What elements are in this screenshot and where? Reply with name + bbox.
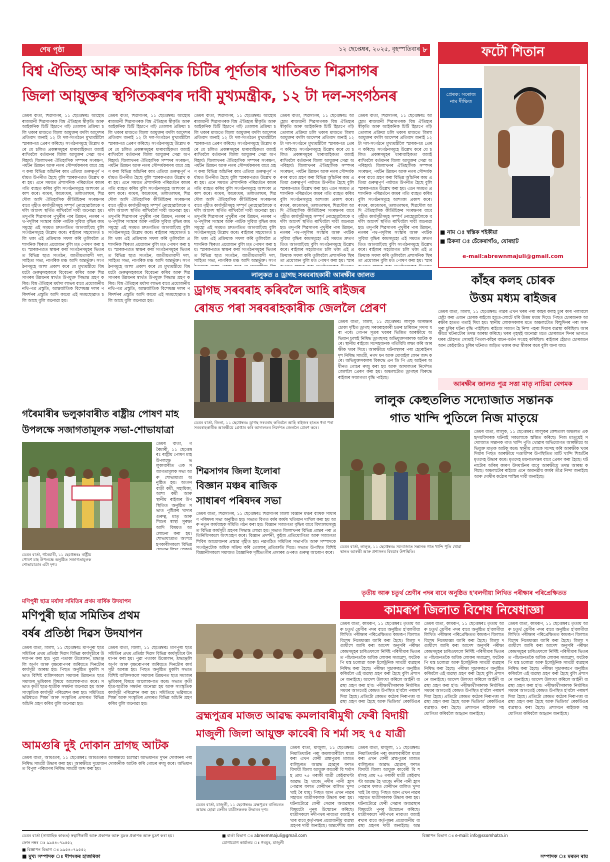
drugs-headline-line1: ড্ৰাগছ সৰবৰাহ কৰিবলৈ আহি ৰাইজৰ <box>194 283 366 297</box>
drugs-kicker: লালুকত ৪ ড্ৰাগছ সৰবৰাহকাৰী আৰক্ষীৰ জালত <box>251 271 375 279</box>
page-number: ৮ <box>420 44 430 56</box>
brahma-photo <box>196 746 286 800</box>
footer-mid-text2: যোগাযোগ কাৰ্যালয় ঃ গৰমুৰ, মাজুলী <box>222 840 284 845</box>
lead-body-col2: ডেমৰ বাৰ্তা, শিৱসাগৰ, ১১ ছেপ্তেম্বৰঃ আহোম ৰাজধানী শিৱসাগৰক বিশ্ব ঐতিহ্যৰ স্বীকৃতি আৰু আইকনিক চিটি হিচাপে গঢ়ি তোলাৰ প্ৰক্ৰিয়া চলি থকাৰ মাজতে জিলা আয়ুক্তৰ বদলি আদেশৰ প্ৰতিবাদ জনাই ১২ টা দল-সংগঠনে মুখ্যমন্ত্ৰীলৈ স্মাৰকপত্ৰ প্ৰেৰণ কৰিছে। সংগঠনসমূহে উল্লেখ কৰে যে চলিত প্ৰকল্পসমূহৰ ধাৰাবাহিকতা বজাই ৰাখিবলৈ বৰ্তমানৰ জিলা আয়ুক্তৰ সেৱা অপৰিহাৰ্য। জিলাখনৰ ঐতিহাসিক সম্পদৰ সংৰক্ষণ, পৰ্যটন উন্নয়ন আৰু নগৰ সৌন্দৰ্যকৰণৰ বাবে গ্ৰহণ কৰা বিভিন্ন আঁচনিৰ কাম এতিয়া গুৰুত্বপূৰ্ণ পৰ্যায়ত উপনীত হৈছে বুলি স্মাৰকপত্ৰত উল্লেখ কৰা হয়। এনে সময়ত প্ৰশাসনিক পৰিৱৰ্তনে কামৰ গতি ব্যাহত কৰিব বুলি সংগঠনসমূহে আশংকা প্ৰকাশ কৰে। ৰংঘৰ, কাৰেংঘৰ, তলাতলঘৰ, শিৱদৌল আদি ঐতিহাসিক কীৰ্তিচিহ্নৰ সংৰক্ষণৰ বাবে গৃহীত কাৰ্যসূচীসমূহ সম্পূৰ্ণ নোহোৱালৈকে বদলি আদেশ স্থগিত ৰাখিবলৈ দাবী জনোৱা হয়। তদুপৰি শিৱসাগৰ পুখুৰীৰ পাৰ উন্নয়ন, নগৰৰ পথ-পদূলিৰ সংস্কাৰ আৰু পৰ্যটক সুবিধা বৃদ্ধিৰ কামসমূহো এই সময়ত দ্ৰুতগতিত আগবাঢ়িছে বুলি সংগঠনসমূহে উল্লেখ কৰে। ৰাইজৰ সহযোগত চলি থকা এই প্ৰক্ৰিয়াক সফল কৰি তুলিবলৈ প্ৰশাসনিক স্থিৰতা প্ৰয়োজন বুলি মত পোষণ কৰা হয়। স্মাৰকপত্ৰত স্বাক্ষৰ কৰা সংগঠনসমূহৰ ভিতৰত বিভিন্ন ছাত্ৰ সংগঠন, জাতীয়তাবাদী দল, সাহিত্য সভা, নাগৰিক মঞ্চ আদি অন্তৰ্ভুক্ত। সংগঠনসমূহে আশা প্ৰকাশ কৰে যে মুখ্যমন্ত্ৰীয়ে বিষয়টো গুৰুত্বসহকাৰে বিবেচনা কৰিব আৰু শিৱসাগৰৰ উন্নয়নৰ স্বাৰ্থত উপযুক্ত সিদ্ধান্ত গ্ৰহণ কৰিব। বিশ্ব ঐতিহ্যৰ মৰ্যাদা লাভৰ বাবে প্ৰয়োজনীয় নথি-পত্ৰ প্ৰস্তুতি, আন্তৰ্জাতিক বিশেষজ্ঞ দলৰ পৰিদৰ্শনৰ প্ৰস্তুতি আদি কামো এই সময়ছোৱাত চলি আছে বুলি জনোৱা হয়। <box>108 114 190 304</box>
photo-ad-side-label <box>440 88 482 118</box>
rally-photo-illustration <box>22 442 152 550</box>
manipur-body-col2: ডেমৰ বাৰ্তা, জিলা, ১১ ছেপ্তেম্বৰঃ মণিপুৰী ছাত্ৰ সমিতিৰ প্ৰথম প্ৰতিষ্ঠা দিৱস বিভিন্ন কাৰ্যসূচীৰে উদযাপন কৰা হয়। পুৱা পতাকা উত্তোলন, শ্ৰদ্ধাঞ্জলি অৰ্পণ আৰু বৃক্ষৰোপণৰ জৰিয়তে দিনটোৰ কাৰ্যসূচী আৰম্ভ হয়। পিছত অনুষ্ঠিত মুকলি সভাত বিশিষ্ট ব্যক্তিসকলে সমাজৰ উন্নয়নত ছাত্ৰ সমাজৰ ভূমিকাৰ বিষয়ে আলোকপাত কৰে। সভাত কৃতী ছাত্ৰ-ছাত্ৰীক সম্বৰ্ধনা জনোৱা হয় আৰু সাংস্কৃতিক কাৰ্যসূচী পৰিৱেশন কৰা হয়। সমিতিয়ে ভৱিষ্যতে শিক্ষা আৰু সংস্কৃতিৰ প্ৰসাৰত বিভিন্ন আঁচনি গ্ৰহণ কৰিব বুলি জনোৱা হয়। <box>108 646 192 707</box>
footer-editor: সম্পাদক ঃ মৰমন ৰায় <box>540 854 588 860</box>
sabha-body: ডেমৰ বাৰ্তা, শিৱসাগৰ, ১১ ছেপ্তেম্বৰঃ শিৱসাগৰ জিলা বিজ্ঞান মঞ্চৰ বাৰ্ষিক সাধাৰণ পৰিষদৰ সভা অনুষ্ঠিত হয়। সভাত বিগত বৰ্ষৰ কাৰ্যৰ খতিয়ান দাখিল কৰা হয় আৰু নতুন কাৰ্যবাহক সমিতি গঠন কৰা হয়। বিজ্ঞান সজাগতা বৃদ্ধিৰ বাবে বিদ্যালয়সমূহত বিভিন্ন কাৰ্যসূচী গ্ৰহণৰ সিদ্ধান্ত লোৱা হয়। সভাত জিলাখনৰ বিভিন্ন প্ৰান্তৰ পৰা প্ৰতিনিধিসকলে অংশগ্ৰহণ কৰে। বিজ্ঞান প্ৰদৰ্শনী, কুইজ প্ৰতিযোগিতা আৰু সজাগতা শিবিৰ আয়োজনৰ প্ৰস্তাৱ গৃহীত হয়। নৱগঠিত সমিতিৰ সভাপতি আৰু সম্পাদকে সংগঠনটোক অধিক সক্ৰিয় কৰি তোলাৰ প্ৰতিশ্ৰুতি দিয়ে। সভাত উপস্থিত বিশিষ্ট বিজ্ঞানীসকলে সমাজত বৈজ্ঞানিক দৃষ্টিভংগীৰ প্ৰসাৰৰ ওপৰত গুৰুত্ব আৰোপ কৰে। <box>196 512 336 557</box>
footer-publisher: ■ মুখ্য সম্পাদক ঃ দীপংকৰ হাজৰিকা <box>22 854 101 860</box>
amguri-headline: আমগুৰি দুই দোকান দ্ৰাগছ আটক <box>22 739 169 752</box>
photo-ad-caption-line2: নাম দীক্ষিত <box>449 99 473 105</box>
laluk-headline-line1: লালুক কেহুতলিত সদ্যোজাত সন্তানক <box>374 393 554 407</box>
section-label: শেষ পৃষ্ঠা <box>22 44 82 56</box>
laluk-kicker: আৰক্ষীৰ জালত পুত্ৰ সত্তা মাতৃ নাচিয়া বেগমক <box>453 380 573 388</box>
sabha-kicker: শিৱসাগৰ জিলা ইলোৰা <box>196 467 281 477</box>
laluk-headline-line2: গাত খান্দি পুতিলে নিজ মাতৃয়ে <box>389 411 539 425</box>
footer-mid-text: ■ বাৰ্তা বিভাগ ঃ abreemmajuli@gmail.com <box>222 833 307 838</box>
laluk-body: ডেমৰ বাৰ্তা, লালুক, ১১ ছেপ্তেম্বৰঃ লালুকৰ কেহুতলি অঞ্চলত এক হৃদয়বিদাৰক ঘটনাই সকলোকে স্তম্ভিত কৰিছে। নিজ মাতৃয়েই সদ্যোজাত সন্তানক গাত খান্দি পুতি থোৱাৰ অভিযোগত আৰক্ষীয়ে অভিযুক্ত মাতৃক আটক কৰে। স্থানীয় লোকে সন্দেহ কৰি আৰক্ষীক খবৰ দিয়াৰ পিছত আৰক্ষীয়ে দণ্ডাধীশৰ উপস্থিতিত মাটি খান্দি শিশুটিৰ মৃতদেহ উদ্ধাৰ কৰে। মৃতদেহ ময়নাতদন্তৰ বাবে প্ৰেৰণ কৰা হৈছে। ঘটনাটোৰ আঁৰৰ কাৰণ উদঘাটনৰ বাবে আৰক্ষীয়ে তদন্ত আৰম্ভ কৰিছে। অঞ্চলটোৰ ৰাইজে এনে অমানৱীয় কাৰ্যৰ তীব্ৰ নিন্দা জনাইছে আৰু দোষীৰ কঠোৰ শাস্তিৰ দাবী জনাইছে। <box>474 430 588 480</box>
footer-rule <box>22 830 588 831</box>
brahma-caption: ডেমৰ বাৰ্তা, মাজুলী, ১১ ছেপ্তেম্বৰঃ ব্ৰহ্মপুত্ৰৰ বালিচৰত আৱদ্ধ হোৱা ফেৰীৰ যাত্ৰীসকলক উদ্ধাৰৰ দৃশ্য। <box>196 802 284 812</box>
sabha-photo <box>196 624 336 704</box>
kamrup-body-col3: ডেমৰ বাৰ্তা, কামৰূপ, ১১ ছেপ্তেম্বৰঃ তৃতীয় আৰু চতুৰ্থ শ্ৰেণীৰ পদৰ বাবে অনুষ্ঠিত হ'বলগীয়া লিখিত পৰীক্ষাৰ পৰিপ্ৰেক্ষিতত কামৰূপ জিলাত বিশেষ নিষেধাজ্ঞা জাৰি কৰা হৈছে। জিলা দণ্ডাধীশে জাৰি কৰা আদেশ অনুসৰি পৰীক্ষা কেন্দ্ৰসমূহৰ চাৰিওফালে নিৰ্দিষ্ট পৰিসীমাৰ ভিতৰত পাঁচজনতকৈ অধিক লোকৰ সমাৱেশ, ফটোকপি যন্ত্ৰ চলোৱা আৰু ইলেক্ট্ৰনিক সামগ্ৰী ব্যৱহাৰ নিষিদ্ধ কৰা হৈছে। পৰীক্ষা সুচাৰুৰূপে অনুষ্ঠিত কৰিবলৈ এই ব্যৱস্থা গ্ৰহণ কৰা হৈছে বুলি প্ৰশাসনে জনাইছে। আদেশ উলংঘা কৰিলে আইনী ব্যৱস্থা গ্ৰহণ কৰা হ'ব। পৰীক্ষাৰ্থীসকলক নিৰ্ধাৰিত সময়ৰ আগতেই কেন্দ্ৰত উপস্থিত হ'বলৈ পৰামৰ্শ দিয়া হৈছে। প্ৰতিটো কেন্দ্ৰত কঠোৰ নিৰাপত্তা ব্যৱস্থা গ্ৰহণ কৰা হৈছে আৰু ভিডিঅ' ৰেকৰ্ডিঙৰ ব্যৱস্থাও কৰা হৈছে। প্ৰশাসনে ৰাইজক সহযোগিতা কৰিবলৈ আহ্বান জনাইছে। <box>508 622 588 717</box>
manipur-body-col1: ডেমৰ বাৰ্তা, জিলা, ১১ ছেপ্তেম্বৰঃ মণিপুৰী ছাত্ৰ সমিতিৰ প্ৰথম প্ৰতিষ্ঠা দিৱস বিভিন্ন কাৰ্যসূচীৰে উদযাপন কৰা হয়। পুৱা পতাকা উত্তোলন, শ্ৰদ্ধাঞ্জলি অৰ্পণ আৰু বৃক্ষৰোপণৰ জৰিয়তে দিনটোৰ কাৰ্যসূচী আৰম্ভ হয়। পিছত অনুষ্ঠিত মুকলি সভাত বিশিষ্ট ব্যক্তিসকলে সমাজৰ উন্নয়নত ছাত্ৰ সমাজৰ ভূমিকাৰ বিষয়ে আলোকপাত কৰে। সভাত কৃতী ছাত্ৰ-ছাত্ৰীক সম্বৰ্ধনা জনোৱা হয় আৰু সাংস্কৃতিক কাৰ্যসূচী পৰিৱেশন কৰা হয়। সমিতিয়ে ভৱিষ্যতে শিক্ষা আৰু সংস্কৃতিৰ প্ৰসাৰত বিভিন্ন আঁচনি গ্ৰহণ কৰিব বুলি জনোৱা হয়। <box>22 646 104 707</box>
lead-body-col3: ডেমৰ বাৰ্তা, শিৱসাগৰ, ১১ ছেপ্তেম্বৰঃ আহোম ৰাজধানী শিৱসাগৰক বিশ্ব ঐতিহ্যৰ স্বীকৃতি আৰু আইকনিক চিটি হিচাপে গঢ়ি তোলাৰ প্ৰক্ৰিয়া চলি থকাৰ মাজতে জিলা আয়ুক্তৰ বদলি আদেশৰ প্ৰতিবাদ জনাই ১২ টা দল-সংগঠনে মুখ্যমন্ত্ৰীলৈ স্মাৰকপত্ৰ প্ৰেৰণ কৰিছে। সংগঠনসমূহে উল্লেখ কৰে যে চলিত প্ৰকল্পসমূহৰ ধাৰাবাহিকতা বজাই ৰাখিবলৈ বৰ্তমানৰ জিলা আয়ুক্তৰ সেৱা অপৰিহাৰ্য। জিলাখনৰ ঐতিহাসিক সম্পদৰ সংৰক্ষণ, পৰ্যটন উন্নয়ন আৰু নগৰ সৌন্দৰ্যকৰণৰ বাবে গ্ৰহণ কৰা বিভিন্ন আঁচনিৰ কাম এতিয়া গুৰুত্বপূৰ্ণ পৰ্যায়ত উপনীত হৈছে বুলি স্মাৰকপত্ৰত উল্লেখ কৰা হয়। এনে সময়ত প্ৰশাসনিক পৰিৱৰ্তনে কামৰ গতি ব্যাহত কৰিব বুলি সংগঠনসমূহে আশংকা প্ৰকাশ কৰে। ৰংঘৰ, কাৰেংঘৰ, তলাতলঘৰ, শিৱদৌল আদি ঐতিহাসিক কীৰ্তিচিহ্নৰ সংৰক্ষণৰ বাবে গৃহীত কাৰ্যসূচীসমূহ সম্পূৰ্ণ নোহোৱালৈকে বদলি আদেশ স্থগিত ৰাখিবলৈ দাবী জনোৱা হয়। তদুপৰি শিৱসাগৰ পুখুৰীৰ পাৰ উন্নয়ন, নগৰৰ পথ-পদূলিৰ সংস্কাৰ আৰু পৰ্যটক সুবিধা বৃদ্ধিৰ কামসমূহো এই সময়ত দ্ৰুতগতিত আগবাঢ়িছে বুলি সংগঠনসমূহে উল্লেখ কৰে। ৰাইজৰ সহযোগত চলি থকা এই প্ৰক্ৰিয়াক সফল কৰি তুলিবলৈ প্ৰশাসনিক স্থিৰতা প্ৰয়োজন বুলি মত পোষণ কৰা হয়। স্মাৰকপত্ৰত স্বাক্ষৰ কৰা সংগঠনসমূহৰ ভিতৰত বিভিন্ন ছাত্ৰ সংগঠন, জাতীয়তাবাদী দল, সাহিত্য সভা, নাগৰিক মঞ্চ আদি অন্তৰ্ভুক্ত। সংগ <box>194 114 276 265</box>
footer-left-text: ডেমৰ বাৰ্তা (সাপ্তাহিক কাকত) স্বত্বাধিকাৰী আৰু প্ৰকাশক আৰু মুদ্ৰক প্ৰকাশক আৰু মুদ্ৰণ কৰা হয়। <box>22 833 174 838</box>
footer-ad-contact: ■ বিজ্ঞাপন বিভাগ ঃ ৯৯৫৪০৭৯৫৫২ <box>22 847 87 852</box>
drugs-headline-line2: ৰোষত পৰা সৰবৰাহকাৰীক জেললৈ প্ৰেৰণ <box>194 301 387 315</box>
manipur-headline-line1: মণিপুৰী ছাত্ৰ সমিতিৰ প্ৰথম <box>22 609 140 622</box>
manipur-kicker: মণিপুৰী ছাত্ৰ মৰ্যাদা সমিতিৰ প্ৰথম বাৰ্ষিক উদযাপন <box>22 599 131 605</box>
kahiang-body: ডেমৰ বাৰ্তা, জিলা, ১১ ছেপ্তেম্বৰঃ গাঁৱৰ এখন ঘৰৰ পৰা কাঁহৰ কলহ চুৰি কৰি পলাবলৈ চেষ্টা কৰা এজন চোৰক ৰাইজে হাতে-লোটে ধৰি উত্তম মধ্যম দিয়ে। পিছত চোৰজনক আৰক্ষীৰ হাতত গতাই দিয়া হয়। স্থানীয় লোকসকলৰ মতে অঞ্চলটোত কিছুদিনৰ পৰা সৰু-সুৰা চুৰিৰ ঘটনা বৃদ্ধি পাইছিল। ৰাইজে সজাগ হৈ নিশা পহৰা দিয়াৰ ব্যৱস্থা কৰিছিল। আৰক্ষীয়ে ঘটনাটোৰ তদন্ত আৰম্ভ কৰিছে। ঘৰৰ গৃহস্থই জনোৱা মতে চোৰজনে দিনৰ ভাগতে ঘৰৰ চৌহদত সোমাই পিতল-কাঁহৰ বাচন-বৰ্তন সংগ্ৰহ কৰিছিল। ৰাইজৰ হেঁচাত চোৰজনে আন কেইবাটাও চুৰিৰ ঘটনাত জড়িত থকাৰ কথা স্বীকাৰ কৰে বুলি জনা যায়। <box>438 310 588 349</box>
photo-ad-caption-line1: প্ৰেৰক: সৰোজ <box>446 92 476 98</box>
photo-ad-email: e-mail:abrewnmajuli@gmail.com <box>462 254 564 260</box>
kamrup-headline: কামৰূপ জিলাত বিশেষ নিষেধাজ্ঞা <box>340 601 588 619</box>
drugs-body: ডেমৰ বাৰ্তা, জিলা, ১১ ছেপ্তেম্বৰঃ লালুক আৰক্ষীৰ চোকা দৃষ্টিত ড্ৰাগছ সৰবৰাহকাৰী চক্ৰৰ চাৰিজন সদস্য ধৰা পৰে। গোপন সূত্ৰৰ খবৰৰ ভিত্তিত আৰক্ষীয়ে অভিযান চলাই নিষিদ্ধ ড্ৰাগছসহ অভিযুক্তসকলক আটক কৰে। স্থানীয় ৰাইজে সন্দেহজনক গতিবিধি লক্ষ্য কৰি আৰক্ষীক খবৰ দিয়ে। আৰক্ষীয়ে ঘটনাস্থলৰ পৰা হেৰোইনসদৃশ নিষিদ্ধ সামগ্ৰী, নগদ ধন আৰু মোবাইল ফোন জব্দ কৰে। অভিযুক্তসকলৰ বিৰুদ্ধে এন ডি পি এছ আইনৰ অধীনত গোচৰ ৰুজু কৰা হয় আৰু আদালতৰ নিৰ্দেশত জেললৈ প্ৰেৰণ কৰা হয়। অঞ্চলটোত ড্ৰাগছৰ বিৰুদ্ধে ৰাইজৰ সজাগতা বৃদ্ধি পাইছে। <box>338 320 432 381</box>
lead-body-col5: ডেমৰ বাৰ্তা, শিৱসাগৰ, ১১ ছেপ্তেম্বৰঃ আহোম ৰাজধানী শিৱসাগৰক বিশ্ব ঐতিহ্যৰ স্বীকৃতি আৰু আইকনিক চিটি হিচাপে গঢ়ি তোলাৰ প্ৰক্ৰিয়া চলি থকাৰ মাজতে জিলা আয়ুক্তৰ বদলি আদেশৰ প্ৰতিবাদ জনাই ১২ টা দল-সংগঠনে মুখ্যমন্ত্ৰীলৈ স্মাৰকপত্ৰ প্ৰেৰণ কৰিছে। সংগঠনসমূহে উল্লেখ কৰে যে চলিত প্ৰকল্পসমূহৰ ধাৰাবাহিকতা বজাই ৰাখিবলৈ বৰ্তমানৰ জিলা আয়ুক্তৰ সেৱা অপৰিহাৰ্য। জিলাখনৰ ঐতিহাসিক সম্পদৰ সংৰক্ষণ, পৰ্যটন উন্নয়ন আৰু নগৰ সৌন্দৰ্যকৰণৰ বাবে গ্ৰহণ কৰা বিভিন্ন আঁচনিৰ কাম এতিয়া গুৰুত্বপূৰ্ণ পৰ্যায়ত উপনীত হৈছে বুলি স্মাৰকপত্ৰত উল্লেখ কৰা হয়। এনে সময়ত প্ৰশাসনিক পৰিৱৰ্তনে কামৰ গতি ব্যাহত কৰিব বুলি সংগঠনসমূহে আশংকা প্ৰকাশ কৰে। ৰংঘৰ, কাৰেংঘৰ, তলাতলঘৰ, শিৱদৌল আদি ঐতিহাসিক কীৰ্তিচিহ্নৰ সংৰক্ষণৰ বাবে গৃহীত কাৰ্যসূচীসমূহ সম্পূৰ্ণ নোহোৱালৈকে বদলি আদেশ স্থগিত ৰাখিবলৈ দাবী জনোৱা হয়। তদুপৰি শিৱসাগৰ পুখুৰীৰ পাৰ উন্নয়ন, নগৰৰ পথ-পদূলিৰ সংস্কাৰ আৰু পৰ্যটক সুবিধা বৃদ্ধিৰ কামসমূহো এই সময়ত দ্ৰুতগতিত আগবাঢ়িছে বুলি সংগঠনসমূহে উল্লেখ কৰে। ৰাইজৰ সহযোগত চলি থকা এই প্ৰক্ৰিয়াক সফল কৰি তুলিবলৈ প্ৰশাসনিক স্থিৰতা প্ৰয়োজন বুলি মত পোষণ কৰা হয়। স্মাৰ <box>358 114 432 265</box>
brahma-headline-line2: মাজুলী জিলা আয়ুক্ত কাবেৰী বি শৰ্মা সহ ৭৫ যাত্ৰী <box>196 728 406 740</box>
laluk-caption: ডেমৰ বাৰ্তা, লালুক, ১১ ছেপ্তেম্বৰঃ সদ্যোজাত সন্তানক গাত খান্দি পুতি থোৱা স্থানত আৰক্ষী আৰু প্ৰশাসনৰ বিষয়াৰ উপস্থিতি। <box>340 544 462 554</box>
drugs-caption: ডেমৰ বাৰ্তা, জিলা, ১১ ছেপ্তেম্বৰঃ ড্ৰাগছ সৰবৰাহ কৰিবলৈ আহি ৰাইজৰ হাতত ধৰা পৰা সৰবৰাহকাৰীক আৰক্ষীয়ে গ্ৰেপ্তাৰ কৰি আদালতৰ নিৰ্দেশত জেললৈ প্ৰেৰণ কৰে। <box>194 420 334 430</box>
amguri-body: ডেমৰ বাৰ্তা, আমগুৰি, ১১ ছেপ্তেম্বৰঃ আমগুৰিত আৰক্ষীয়ে চলোৱা অভিযানত দুখন দোকানৰ পৰা নিষিদ্ধ সামগ্ৰী উদ্ধাৰ কৰা হয়। আৰক্ষীয়ে দুয়োজন দোকানীক আটক কৰি গোচৰ ৰুজু কৰে। অভিযানত বিপুল পৰিমাণৰ নিষিদ্ধ সামগ্ৰী জব্দ কৰা হয়। <box>22 756 192 773</box>
brahma-body-col1: ডেমৰ বাৰ্তা, মাজুলী, ১১ ছেপ্তেম্বৰঃ নিমাতিঘাটৰ পৰা কমলাবাৰীলৈ যাত্ৰা কৰা এখন ফেৰী ব্ৰহ্মপুত্ৰৰ মাজত বালিচৰত আৱদ্ধ হোৱাৰ ফলত বিদায়ী জিলা আয়ুক্ত কাবেৰী বি শৰ্মাসহ প্ৰায় ৭৫ গৰাকী যাত্ৰী কেইবাঘণ্টা আৱদ্ধ হৈ থাকে। নদীৰ পানী হ্ৰাস পোৱাৰ ফলত ফেৰীখন বালিত খুন্দা খাই ৰৈ যায়। পিছত আন এখন নাৱৰ সহায়ত যাত্ৰীসকলক উদ্ধাৰ কৰা হয়। ঘটনাটোৱে ফেৰী সেৱাৰ অব্যৱস্থাৰ বিষয়টো পুনৰ উন্মোচন কৰিছে। যাত্ৰীসকলে নদীপথৰ নাব্যতা বজাই ৰখাৰ বাবে কৰ্তৃপক্ষৰ প্ৰয়োজনীয় ব্যৱস্থা গ্ৰহণৰ দাবী জনাইছে। অন্তৰ্দেশীয় জল <box>290 746 354 828</box>
poshan-body: ডেমৰ বাৰ্তা, গৰৈমাৰী, ১১ ছেপ্তেম্বৰঃ ৰাষ্ট্ৰীয় পোষণ মাহ উপলক্ষে ভলুকাবাৰীত এক সজাগতামূলক সভা আৰু শোভাযাত্ৰা অনুষ্ঠিত হয়। অংগনবাড়ী কৰ্মী, সহায়িকা, আশা কৰ্মী আৰু স্থানীয় ৰাইজৰ উপস্থিতিত অনুষ্ঠিত সভাত পুষ্টিকৰ খাদ্যৰ গুৰুত্ব, মাতৃ আৰু শিশুৰ স্বাস্থ্য সুৰক্ষা আদি বিষয়ত আলোচনা কৰা হয়। শোভাযাত্ৰাত অংশগ্ৰহণকাৰীসকলে বিভিন্ন <box>156 442 192 548</box>
boy-portrait-illustration <box>484 66 580 226</box>
laluk-photo <box>340 430 470 542</box>
brahma-body-col2: ডেমৰ বাৰ্তা, মাজুলী, ১১ ছেপ্তেম্বৰঃ নিমাতিঘাটৰ পৰা কমলাবাৰীলৈ যাত্ৰা কৰা এখন ফেৰী ব্ৰহ্মপুত্ৰৰ মাজত বালিচৰত আৱদ্ধ হোৱাৰ ফলত বিদায়ী জিলা আয়ুক্ত কাবেৰী বি শৰ্মাসহ প্ৰায় ৭৫ গৰাকী যাত্ৰী কেইবাঘণ্টা আৱদ্ধ হৈ থাকে। নদীৰ পানী হ্ৰাস পোৱাৰ ফলত ফেৰীখন বালিত খুন্দা খাই ৰৈ যায়। পিছত আন এখন নাৱৰ সহায়ত যাত্ৰীসকলক উদ্ধাৰ কৰা হয়। ঘটনাটোৱে ফেৰী সেৱাৰ অব্যৱস্থাৰ বিষয়টো পুনৰ উন্মোচন কৰিছে। যাত্ৰীসকলে নদীপথৰ নাব্যতা বজাই ৰখাৰ বাবে কৰ্তৃপক্ষৰ প্ৰয়োজনীয় ব্যৱস্থা গ্ৰহণৰ দাবী জনাইছে। অন্ত <box>358 746 420 828</box>
poshan-caption: ডেমৰ বাৰ্তা, গৰৈমাৰী, ১১ ছেপ্তেম্বৰঃ ৰাষ্ট্ৰীয় পোষণ মাহ উপলক্ষে অনুষ্ঠিত সজাগতামূলক শোভাযাত্ৰাৰ এটা দৃশ্য। <box>22 552 92 567</box>
ferry-photo-illustration <box>196 746 286 800</box>
crowd-photo-illustration <box>194 320 334 418</box>
footer-right-email: বিজ্ঞাপন বিভাগ ঃ e-mail: info@ssomhatra.in <box>422 833 508 838</box>
police-scene-photo <box>340 430 470 542</box>
meeting-photo-illustration <box>196 624 336 704</box>
sabha-headline-line2: সাধাৰণ পৰিষদৰ সভা <box>196 496 282 507</box>
kahiang-headline-line1: কাঁহৰ কলহ চোৰক <box>471 273 555 287</box>
kahiang-headline-line2: উত্তম মধ্যম ৰাইজৰ <box>469 291 557 305</box>
poshan-headline-line2: উপলক্ষে সজাগতামূলক সভা-শোভাযাত্ৰা <box>22 425 174 436</box>
manipur-headline-line2: বৰ্ষৰ প্ৰতিষ্ঠা দিৱস উদযাপন <box>22 627 143 640</box>
kamrup-body-col2: ডেমৰ বাৰ্তা, কামৰূপ, ১১ ছেপ্তেম্বৰঃ তৃতীয় আৰু চতুৰ্থ শ্ৰেণীৰ পদৰ বাবে অনুষ্ঠিত হ'বলগীয়া লিখিত পৰীক্ষাৰ পৰিপ্ৰেক্ষিতত কামৰূপ জিলাত বিশেষ নিষেধাজ্ঞা জাৰি কৰা হৈছে। জিলা দণ্ডাধীশে জাৰি কৰা আদেশ অনুসৰি পৰীক্ষা কেন্দ্ৰসমূহৰ চাৰিওফালে নিৰ্দিষ্ট পৰিসীমাৰ ভিতৰত পাঁচজনতকৈ অধিক লোকৰ সমাৱেশ, ফটোকপি যন্ত্ৰ চলোৱা আৰু ইলেক্ট্ৰনিক সামগ্ৰী ব্যৱহাৰ নিষিদ্ধ কৰা হৈছে। পৰীক্ষা সুচাৰুৰূপে অনুষ্ঠিত কৰিবলৈ এই ব্যৱস্থা গ্ৰহণ কৰা হৈছে বুলি প্ৰশাসনে জনাইছে। আদেশ উলংঘা কৰিলে আইনী ব্যৱস্থা গ্ৰহণ কৰা হ'ব। পৰীক্ষাৰ্থীসকলক নিৰ্ধাৰিত সময়ৰ আগতেই কেন্দ্ৰত উপস্থিত হ'বলৈ পৰামৰ্শ দিয়া হৈছে। প্ৰতিটো কেন্দ্ৰত কঠোৰ নিৰাপত্তা ব্যৱস্থা গ্ৰহণ কৰা হৈছে আৰু ভিডিঅ' ৰেকৰ্ডিঙৰ ব্যৱস্থাও কৰা হৈছে। প্ৰশাসনে ৰাইজক সহযোগিতা কৰিবলৈ আহ্বান জনাইছে। <box>424 622 504 717</box>
lead-headline-line2: জিলা আয়ুক্তৰ স্থগিতকৰণৰ দাবী মুখ্যমন্ত্ৰীক, ১২ টা দল-সংগঠনৰ <box>22 87 397 105</box>
poshan-headline-line1: গৰৈমাৰীৰ ভলুকাবাৰীত ৰাষ্ট্ৰীয় পোষণ মাহ <box>22 409 179 420</box>
kamrup-body-col1: ডেমৰ বাৰ্তা, কামৰূপ, ১১ ছেপ্তেম্বৰঃ তৃতীয় আৰু চতুৰ্থ শ্ৰেণীৰ পদৰ বাবে অনুষ্ঠিত হ'বলগীয়া লিখিত পৰীক্ষাৰ পৰিপ্ৰেক্ষিতত কামৰূপ জিলাত বিশেষ নিষেধাজ্ঞা জাৰি কৰা হৈছে। জিলা দণ্ডাধীশে জাৰি কৰা আদেশ অনুসৰি পৰীক্ষা কেন্দ্ৰসমূহৰ চাৰিওফালে নিৰ্দিষ্ট পৰিসীমাৰ ভিতৰত পাঁচজনতকৈ অধিক লোকৰ সমাৱেশ, ফটোকপি যন্ত্ৰ চলোৱা আৰু ইলেক্ট্ৰনিক সামগ্ৰী ব্যৱহাৰ নিষিদ্ধ কৰা হৈছে। পৰীক্ষা সুচাৰুৰূপে অনুষ্ঠিত কৰিবলৈ এই ব্যৱস্থা গ্ৰহণ কৰা হৈছে বুলি প্ৰশাসনে জনাইছে। আদেশ উলংঘা কৰিলে আইনী ব্যৱস্থা গ্ৰহণ কৰা হ'ব। পৰীক্ষাৰ্থীসকলক নিৰ্ধাৰিত সময়ৰ আগতেই কেন্দ্ৰত উপস্থিত হ'বলৈ পৰামৰ্শ দিয়া হৈছে। প্ৰতিটো কেন্দ্ৰত কঠোৰ নিৰাপত্তা ব্যৱস্থা গ্ৰহণ কৰা হৈছে আৰু ভিডিঅ' ৰেকৰ্ডিঙৰ <box>340 622 420 704</box>
lead-headline-line1: বিশ্ব ঐতিহ্য আৰু আইকনিক চিটিৰ পূৰ্ণতাৰ খাতিৰত শিৱসাগৰ <box>22 62 378 80</box>
photo-ad-address: ■ ঠিকনা ঃ চেঁকেৰাগাঁও, যোৰহাট <box>440 239 519 245</box>
photo-ad-title: ফটো শিতান <box>438 42 588 64</box>
lead-body-col4: ডেমৰ বাৰ্তা, শিৱসাগৰ, ১১ ছেপ্তেম্বৰঃ আহোম ৰাজধানী শিৱসাগৰক বিশ্ব ঐতিহ্যৰ স্বীকৃতি আৰু আইকনিক চিটি হিচাপে গঢ়ি তোলাৰ প্ৰক্ৰিয়া চলি থকাৰ মাজতে জিলা আয়ুক্তৰ বদলি আদেশৰ প্ৰতিবাদ জনাই ১২ টা দল-সংগঠনে মুখ্যমন্ত্ৰীলৈ স্মাৰকপত্ৰ প্ৰেৰণ কৰিছে। সংগঠনসমূহে উল্লেখ কৰে যে চলিত প্ৰকল্পসমূহৰ ধাৰাবাহিকতা বজাই ৰাখিবলৈ বৰ্তমানৰ জিলা আয়ুক্তৰ সেৱা অপৰিহাৰ্য। জিলাখনৰ ঐতিহাসিক সম্পদৰ সংৰক্ষণ, পৰ্যটন উন্নয়ন আৰু নগৰ সৌন্দৰ্যকৰণৰ বাবে গ্ৰহণ কৰা বিভিন্ন আঁচনিৰ কাম এতিয়া গুৰুত্বপূৰ্ণ পৰ্যায়ত উপনীত হৈছে বুলি স্মাৰকপত্ৰত উল্লেখ কৰা হয়। এনে সময়ত প্ৰশাসনিক পৰিৱৰ্তনে কামৰ গতি ব্যাহত কৰিব বুলি সংগঠনসমূহে আশংকা প্ৰকাশ কৰে। ৰংঘৰ, কাৰেংঘৰ, তলাতলঘৰ, শিৱদৌল আদি ঐতিহাসিক কীৰ্তিচিহ্নৰ সংৰক্ষণৰ বাবে গৃহীত কাৰ্যসূচীসমূহ সম্পূৰ্ণ নোহোৱালৈকে বদলি আদেশ স্থগিত ৰাখিবলৈ দাবী জনোৱা হয়। তদুপৰি শিৱসাগৰ পুখুৰীৰ পাৰ উন্নয়ন, নগৰৰ পথ-পদূলিৰ সংস্কাৰ আৰু পৰ্যটক সুবিধা বৃদ্ধিৰ কামসমূহো এই সময়ত দ্ৰুতগতিত আগবাঢ়িছে বুলি সংগঠনসমূহে উল্লেখ কৰে। ৰাইজৰ সহযোগত চলি থকা এই প্ৰক্ৰিয়াক সফল কৰি তুলিবলৈ প্ৰশাসনিক স্থিৰতা প্ৰয়োজন বুলি মত পোষণ কৰা হয়। স্মাৰ <box>280 114 354 265</box>
lead-body-col1: ডেমৰ বাৰ্তা, শিৱসাগৰ, ১১ ছেপ্তেম্বৰঃ আহোম ৰাজধানী শিৱসাগৰক বিশ্ব ঐতিহ্যৰ স্বীকৃতি আৰু আইকনিক চিটি হিচাপে গঢ়ি তোলাৰ প্ৰক্ৰিয়া চলি থকাৰ মাজতে জিলা আয়ুক্তৰ বদলি আদেশৰ প্ৰতিবাদ জনাই ১২ টা দল-সংগঠনে মুখ্যমন্ত্ৰীলৈ স্মাৰকপত্ৰ প্ৰেৰণ কৰিছে। সংগঠনসমূহে উল্লেখ কৰে যে চলিত প্ৰকল্পসমূহৰ ধাৰাবাহিকতা বজাই ৰাখিবলৈ বৰ্তমানৰ জিলা আয়ুক্তৰ সেৱা অপৰিহাৰ্য। জিলাখনৰ ঐতিহাসিক সম্পদৰ সংৰক্ষণ, পৰ্যটন উন্নয়ন আৰু নগৰ সৌন্দৰ্যকৰণৰ বাবে গ্ৰহণ কৰা বিভিন্ন আঁচনিৰ কাম এতিয়া গুৰুত্বপূৰ্ণ পৰ্যায়ত উপনীত হৈছে বুলি স্মাৰকপত্ৰত উল্লেখ কৰা হয়। এনে সময়ত প্ৰশাসনিক পৰিৱৰ্তনে কামৰ গতি ব্যাহত কৰিব বুলি সংগঠনসমূহে আশংকা প্ৰকাশ কৰে। ৰংঘৰ, কাৰেংঘৰ, তলাতলঘৰ, শিৱদৌল আদি ঐতিহাসিক কীৰ্তিচিহ্নৰ সংৰক্ষণৰ বাবে গৃহীত কাৰ্যসূচীসমূহ সম্পূৰ্ণ নোহোৱালৈকে বদলি আদেশ স্থগিত ৰাখিবলৈ দাবী জনোৱা হয়। তদুপৰি শিৱসাগৰ পুখুৰীৰ পাৰ উন্নয়ন, নগৰৰ পথ-পদূলিৰ সংস্কাৰ আৰু পৰ্যটক সুবিধা বৃদ্ধিৰ কামসমূহো এই সময়ত দ্ৰুতগতিত আগবাঢ়িছে বুলি সংগঠনসমূহে উল্লেখ কৰে। ৰাইজৰ সহযোগত চলি থকা এই প্ৰক্ৰিয়াক সফল কৰি তুলিবলৈ প্ৰশাসনিক স্থিৰতা প্ৰয়োজন বুলি মত পোষণ কৰা হয়। স্মাৰকপত্ৰত স্বাক্ষৰ কৰা সংগঠনসমূহৰ ভিতৰত বিভিন্ন ছাত্ৰ সংগঠন, জাতীয়তাবাদী দল, সাহিত্য সভা, নাগৰিক মঞ্চ আদি অন্তৰ্ভুক্ত। সংগঠনসমূহে আশা প্ৰকাশ কৰে যে মুখ্যমন্ত্ৰীয়ে বিষয়টো গুৰুত্বসহকাৰে বিবেচনা কৰিব আৰু শিৱসাগৰৰ উন্নয়নৰ স্বাৰ্থত উপযুক্ত সিদ্ধান্ত গ্ৰহণ কৰিব। বিশ্ব ঐতিহ্যৰ মৰ্যাদা লাভৰ বাবে প্ৰয়োজনীয় নথি-পত্ৰ প্ৰস্তুতি, আন্তৰ্জাতিক বিশেষজ্ঞ দলৰ পৰিদৰ্শনৰ প্ৰস্তুতি আদি কামো এই সময়ছোৱাত চলি আছে বুলি জনোৱা হয়। <box>22 114 104 304</box>
drugs-photo <box>194 320 334 418</box>
kamrup-kicker: তৃতীয় আৰু চতুৰ্থ শ্ৰেণীৰ পদৰ বাবে অনুষ্ঠিত হ'বলগীয়া লিখিত পৰীক্ষাৰ পৰিপ্ৰেক্ষিতত <box>361 590 567 597</box>
footer-phone: ফোন নম্বৰ ঃ ৯৯৫৪০৭৯৫৫২ <box>22 840 73 845</box>
sabha-headline-line1: বিজ্ঞান মঞ্চৰ ৰাজিক <box>196 481 278 492</box>
photo-ad-portrait <box>484 66 580 226</box>
dateline: ১২ ছেপ্তেম্বৰ, ২০২৫, বৃহস্পতিবাৰ <box>338 46 420 53</box>
photo-ad-name: ■ নাম ঃ স্বস্তিক শইকীয়া <box>440 230 498 236</box>
brahma-headline-line1: ব্ৰহ্মপুত্ৰৰ মাজত আৱদ্ধ কমলাবাৰীমুখী ফেৰী বিদায়ী <box>196 710 409 722</box>
poshan-photo <box>22 442 152 550</box>
